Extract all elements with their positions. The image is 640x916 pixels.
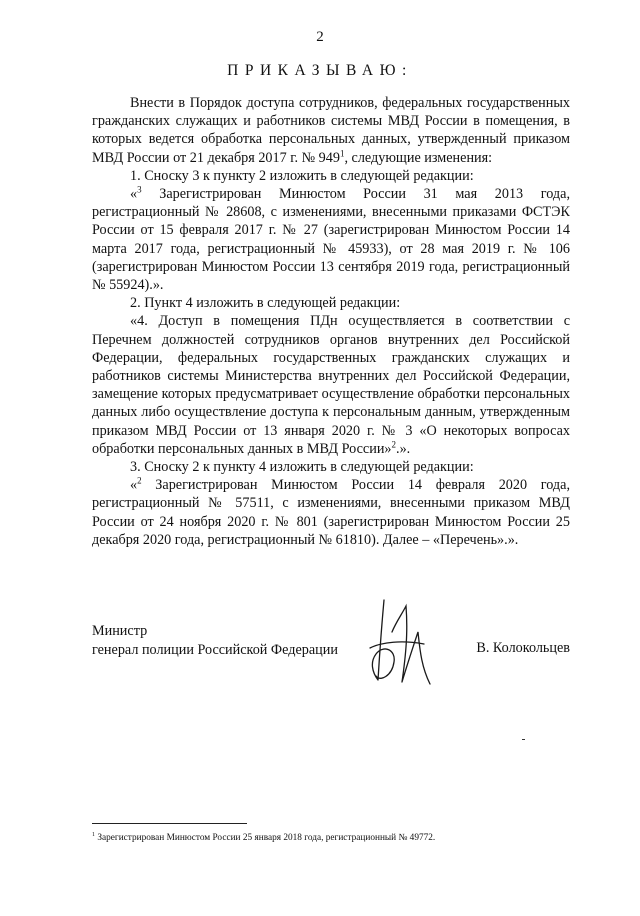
signatory-title <box>92 622 338 659</box>
footnote-ref-3: 3 <box>137 184 142 195</box>
item-2-body-end: .». <box>396 440 411 457</box>
item-1-body: Зарегистрирован Минюстом России 31 мая 2013 года, регистрационный № 28608, с изменениями, внесенными приказами ФСТЭК России от 15 февраля 2017 г. № 27 (зарегистрирован Минюстом России 14 марта 2017 года, регистрационный № 45933), от 28 мая 2019 г. № 106 (зарегистрирован Минюстом России 13 сентября 2019 года, регистрационный № 55924).». <box>92 186 570 294</box>
order-heading: ПРИКАЗЫВАЮ: <box>227 62 413 79</box>
signatory-rank: генерал полиции Российской Федерации <box>92 641 338 658</box>
intro-text: Внести в Порядок доступа сотрудников, федеральных государственных гражданских служащих и работников системы МВД России в помещения, в которых ведется обработка персональных данных, утвержденный приказом МВД России от 21 декабря 2017 г. № 949 <box>92 95 570 166</box>
item-3-body: Зарегистрирован Минюстом России 14 февраля 2020 года, регистрационный № 57511, с изменениями, внесенными приказом МВД России от 24 ноября 2020 г. № 801 (зарегистрирован Минюстом России 25 декабря 2020 года, регистрационный № 61810). Далее – «Перечень».». <box>92 477 570 548</box>
footnote-text: Зарегистрирован Минюстом России 25 января 2018 года, регистрационный № 49772. <box>95 833 436 844</box>
document-body <box>92 94 570 549</box>
item-2-text <box>92 312 570 458</box>
footnote-divider <box>92 823 247 824</box>
item-1-text <box>92 185 570 294</box>
footnote <box>92 832 435 843</box>
item-1-heading: 1. Сноску 3 к пункту 2 изложить в следующей редакции: <box>130 167 474 184</box>
footnote-ref-2: 2 <box>391 439 397 450</box>
footnote-ref-1: 1 <box>339 147 345 158</box>
intro-text-end: , следующие изменения: <box>344 149 493 166</box>
signatory-name: В. Колокольцев <box>476 640 570 656</box>
intro-paragraph <box>92 94 570 167</box>
page-number: 2 <box>316 29 324 45</box>
item-3-heading: 3. Сноску 2 к пункту 4 изложить в следующей редакции: <box>130 459 474 476</box>
footnote-marker: 1 <box>92 832 95 838</box>
item-3-text <box>92 476 570 549</box>
footnote-ref-2b: 2 <box>137 475 142 486</box>
signatory-position: Министр <box>92 623 148 639</box>
handwritten-signature <box>362 592 442 692</box>
scan-speck <box>522 739 525 740</box>
item-2-body: «4. Доступ в помещения ПДн осуществляется в соответствии с Перечнем должностей сотрудников органов внутренних дел Российской Федерации, федеральных государственных гражданских служащих и работников системы Министерства внутренних дел Российской Федерации, замещение которых предусматривает осуществление обработки персональных данных либо осуществление доступа к персональным данным, утвержденным приказом МВД России от 13 января 2020 г. № 3 «О некоторых вопросах обработки персональных данных в МВД России» <box>92 313 570 457</box>
quote-open: « <box>130 186 138 203</box>
item-2-heading: 2. Пункт 4 изложить в следующей редакции: <box>130 295 401 312</box>
quote-open: « <box>130 477 138 494</box>
